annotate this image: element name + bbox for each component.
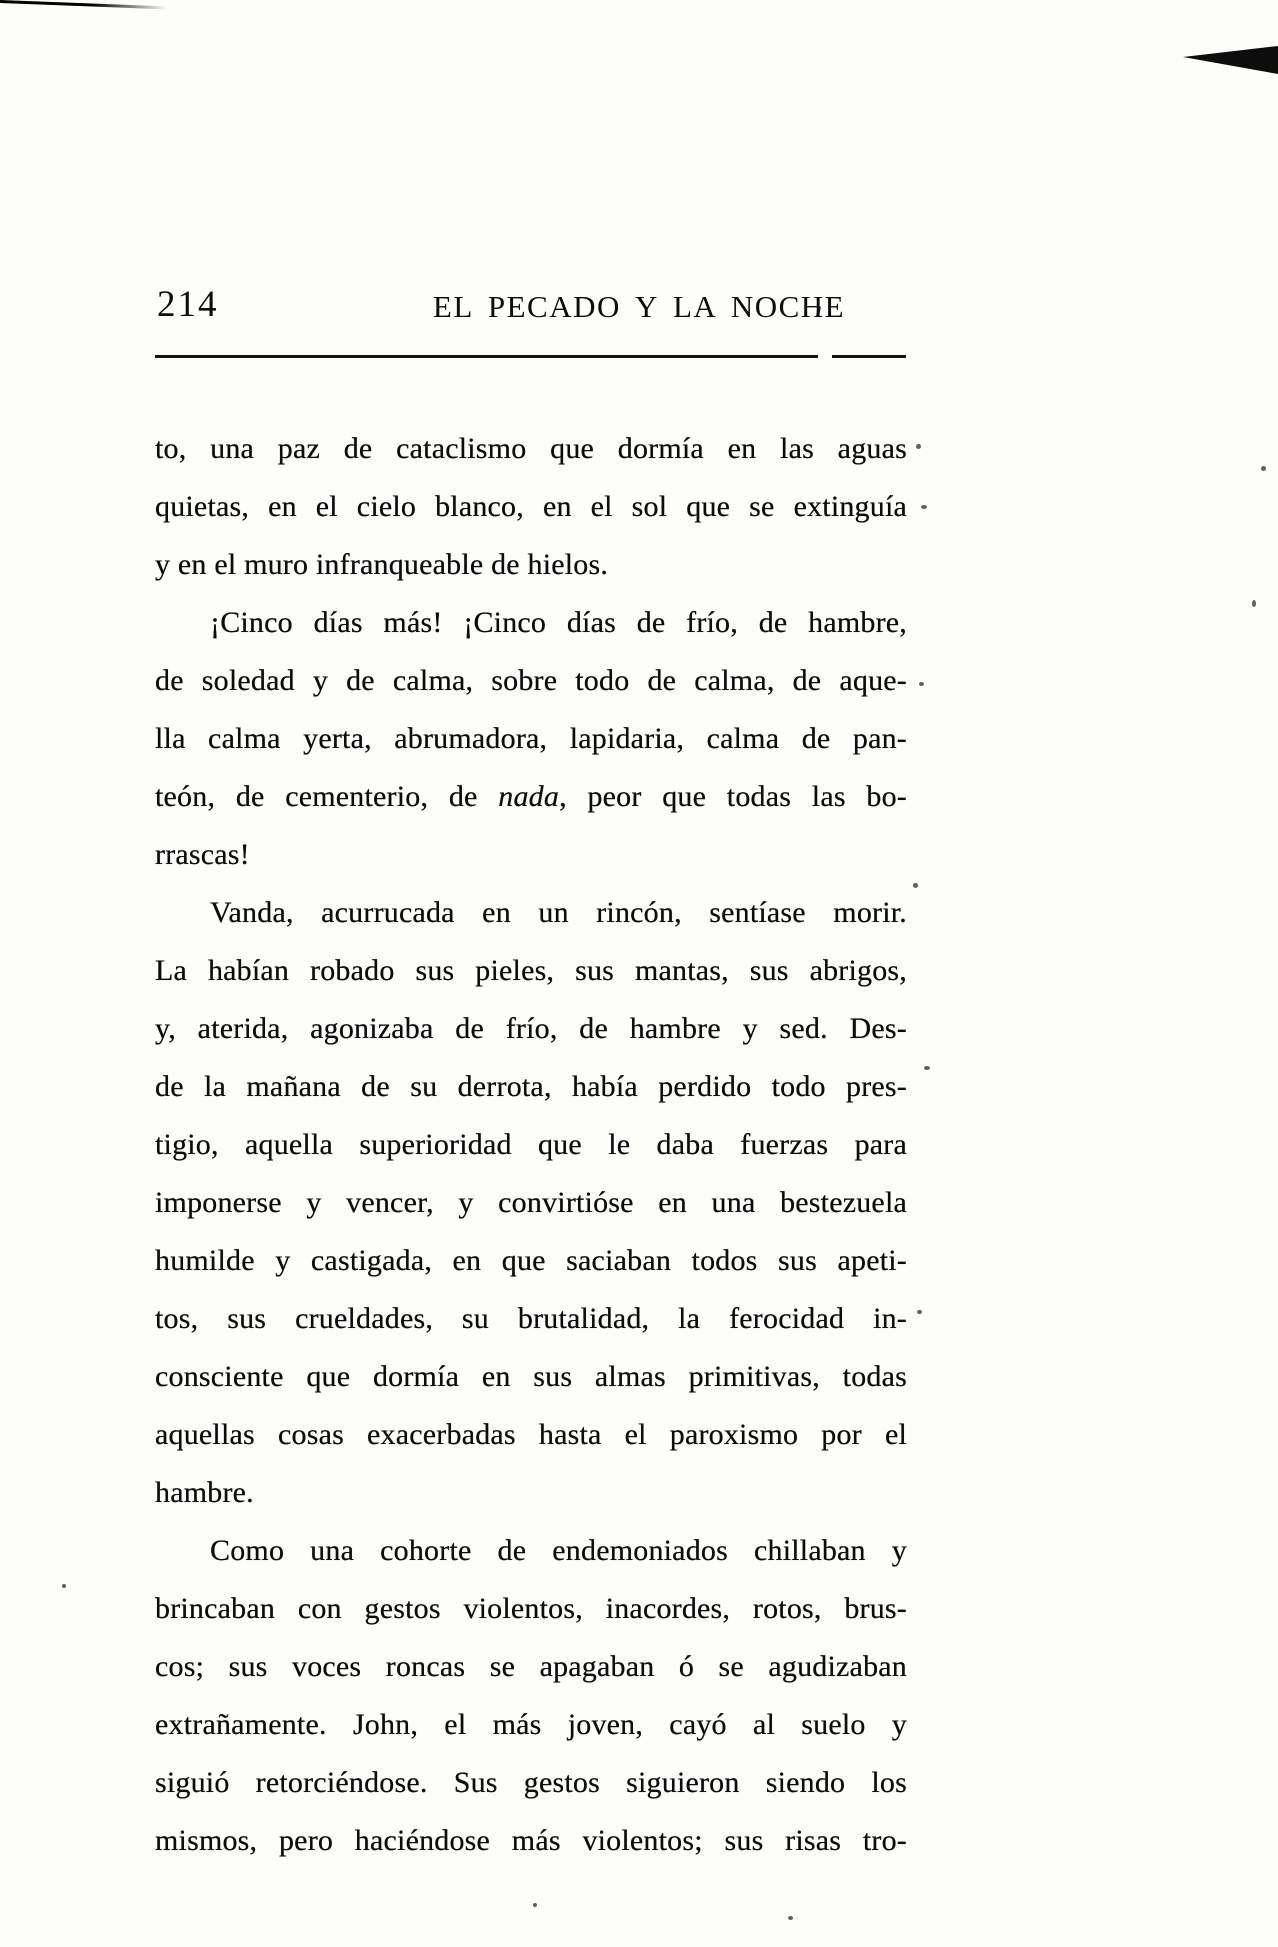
scan-artifact-streak — [0, 0, 168, 9]
text-line: to, una paz de cataclismo que dormía en las aguas — [155, 432, 907, 465]
running-title: EL PECADO Y LA NOCHE — [432, 289, 846, 324]
text-line: y, aterida, agonizaba de frío, de hambre y sed. Des- — [155, 1012, 907, 1045]
text-line: Vanda, acurrucada en un rincón, sentíase morir. — [210, 896, 907, 929]
text-line: aquellas cosas exacerbadas hasta el paroxismo por el — [155, 1418, 907, 1451]
text-line: brincaban con gestos violentos, inacordes, rotos, brus- — [155, 1592, 907, 1625]
body-text — [155, 420, 907, 1870]
text-line: siguió retorciéndose. Sus gestos siguieron siendo los — [155, 1766, 907, 1799]
text-line: lla calma yerta, abrumadora, lapidaria, calma de pan- — [155, 722, 907, 755]
text-line: rrascas! — [155, 838, 250, 871]
text-line: hambre. — [155, 1476, 254, 1509]
text-line: humilde y castigada, en que saciaban todos sus apeti- — [155, 1244, 907, 1277]
scan-speck — [1252, 600, 1256, 607]
text-line: quietas, en el cielo blanco, en el sol que se extinguía — [155, 490, 907, 523]
scan-artifact-wedge — [1183, 44, 1278, 76]
page-number: 214 — [157, 284, 219, 325]
scan-speck — [924, 1066, 930, 1070]
scan-speck — [1261, 466, 1266, 471]
scan-speck — [913, 883, 918, 888]
scan-speck — [533, 1903, 537, 1907]
header-rule-right — [832, 355, 906, 358]
header-rule-left — [155, 355, 818, 358]
scan-speck — [921, 505, 927, 509]
text-line: mismos, pero haciéndose más violentos; sus risas tro- — [155, 1824, 907, 1857]
text-line: cos; sus voces roncas se apagaban ó se agudizaban — [155, 1650, 907, 1683]
scan-speck — [788, 1916, 793, 1920]
text-line: imponerse y vencer, y convirtióse en una bestezuela — [155, 1186, 907, 1219]
text-line: La habían robado sus pieles, sus mantas, sus abrigos, — [155, 954, 907, 987]
scan-speck — [62, 1584, 66, 1588]
scan-speck — [919, 682, 924, 686]
text-line: teón, de cementerio, de nada, peor que todas las bo- — [155, 780, 908, 813]
text-line: y en el muro infranqueable de hielos. — [155, 548, 609, 581]
text-line: tigio, aquella superioridad que le daba fuerzas para — [155, 1128, 907, 1161]
text-line: extrañamente. John, el más joven, cayó al suelo y — [155, 1708, 907, 1741]
text-line: Como una cohorte de endemoniados chillaban y — [210, 1534, 907, 1567]
scan-speck — [916, 444, 921, 449]
scan-speck — [917, 1310, 922, 1314]
text-line: de soledad y de calma, sobre todo de calma, de aque- — [155, 664, 907, 697]
text-line: ¡Cinco días más! ¡Cinco días de frío, de hambre, — [210, 606, 907, 639]
text-line: tos, sus crueldades, su brutalidad, la ferocidad in- — [155, 1302, 907, 1335]
text-line: consciente que dormía en sus almas primitivas, todas — [155, 1360, 907, 1393]
text-line: de la mañana de su derrota, había perdido todo pres- — [155, 1070, 907, 1103]
